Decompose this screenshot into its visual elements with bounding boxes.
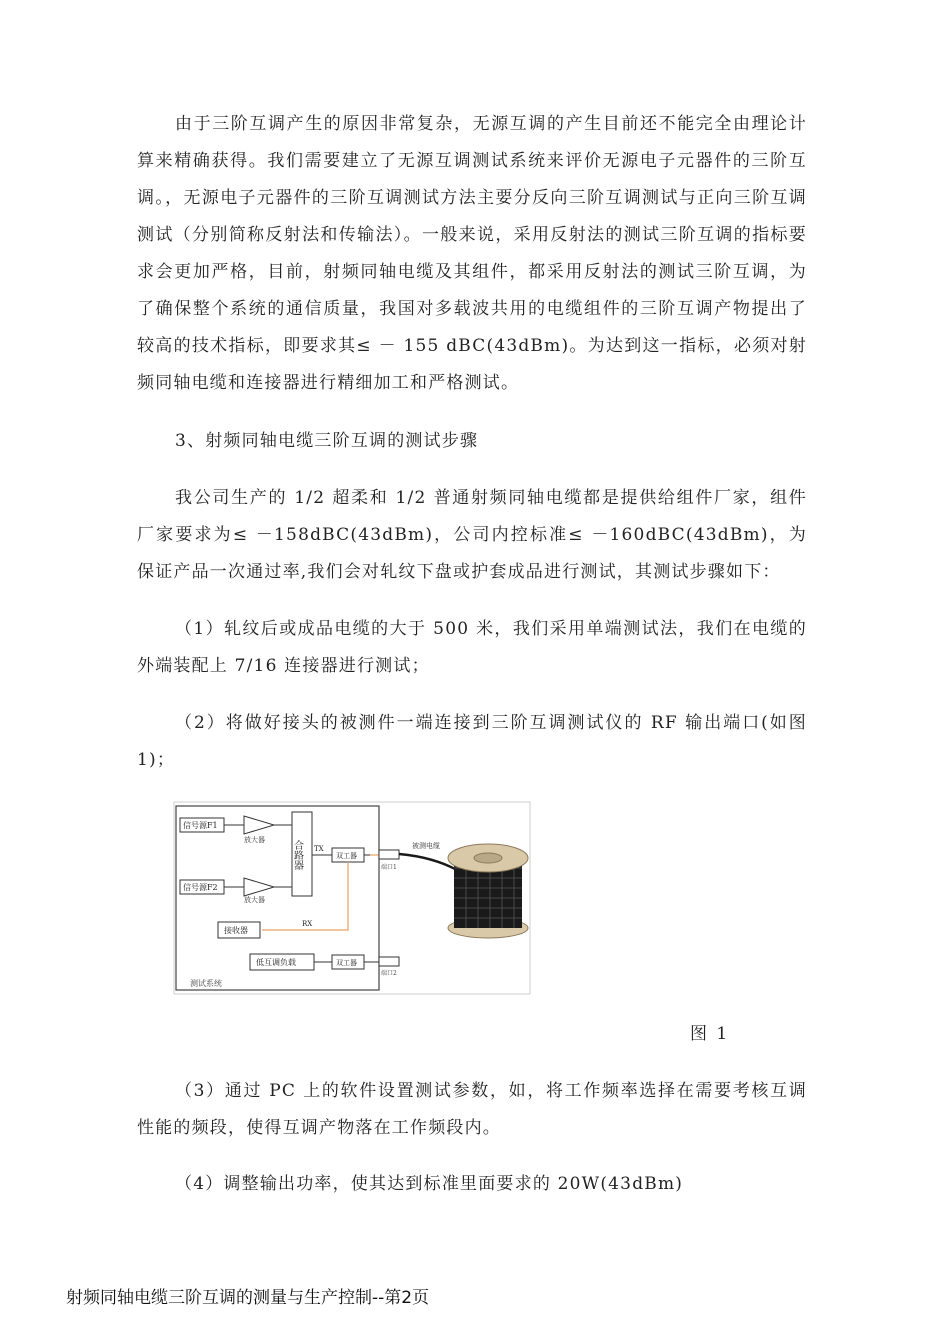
- section-heading: 3、射频同轴电缆三阶互调的测试步骤: [175, 431, 479, 451]
- paragraph-step-4: （4）调整输出功率，使其达到标准里面要求的 20W(43dBm): [175, 1174, 684, 1194]
- paragraph-intro: 由于三阶互调产生的原因非常复杂，无源互调的产生目前还不能完全由理论计算来精确获得。我们需要建立了无源互调测试系统来评价无源电子元器件的三阶互调。，无源电子元器件的三阶互调测试方法主要分反向三阶互调测试与正向三阶互调测试（分别简称反射法和传输法）。一般来说，采用反射法的测试三阶互调的指标要求会更加严格，目前，射频同轴电缆及其组件，都采用反射法的测试三阶互调，为了确保整个系统的通信质量，我国对多载波共用的电缆组件的三阶互调产物提出了较高的技术指标，即要求其≤ － 155 dBC(43dBm)。为达到这一指标，必须对射频同轴电缆和连接器进行精细加工和严格测试。: [137, 114, 807, 393]
- port-1-connector: [379, 850, 399, 859]
- receiver-label: 接收器: [224, 926, 248, 935]
- paragraph-product-spec: 我公司生产的 1/2 超柔和 1/2 普通射频同轴电缆都是提供给组件厂家，组件厂家要求为≤ －158dBC(43dBm)，公司内控标准≤ －160dBC(43dBm)，为保证产品一次通过率,我们会对轧纹下盘或护套成品进行测试，其测试步骤如下：: [137, 488, 807, 582]
- page-footer: 射频同轴电缆三阶互调的测量与生产控制--第2页: [66, 1288, 430, 1308]
- figure-1-caption: 图 1: [690, 1024, 730, 1044]
- paragraph-step-2: （2）将做好接头的被测件一端连接到三阶互调测试仪的 RF 输出端口(如图 1)；: [137, 713, 807, 770]
- signal-source-f1-label: 信号源F1: [183, 821, 218, 830]
- port-2-connector: [379, 957, 399, 966]
- figure-1-test-system-diagram: [172, 800, 532, 996]
- port-2-label: 端口2: [381, 970, 397, 977]
- low-pim-load-label: 低互调负载: [256, 958, 296, 967]
- paragraph-step-3: （3）通过 PC 上的软件设置测试参数，如，将工作频率选择在需要考核互调性能的频段，使得互调产物落在工作频段内。: [137, 1081, 807, 1138]
- amplifier-1-label: 放大器: [244, 836, 265, 844]
- cable-reel-icon: [448, 844, 528, 938]
- tx-label: TX: [314, 845, 324, 853]
- test-system-label: 测试系统: [190, 979, 222, 988]
- amplifier-2-label: 放大器: [244, 896, 265, 904]
- test-system-diagram: [172, 800, 532, 996]
- port-1-label: 端口1: [381, 864, 397, 871]
- rx-label: RX: [302, 920, 313, 928]
- cable-under-test-label: 被测电缆: [412, 842, 440, 850]
- duplexer-2-label: 双工器: [336, 959, 357, 967]
- duplexer-1-label: 双工器: [336, 852, 357, 860]
- signal-source-f2-label: 信号源F2: [183, 883, 218, 892]
- combiner-label: 合路器: [291, 840, 303, 870]
- paragraph-step-1: （1）轧纹后或成品电缆的大于 500 米，我们采用单端测试法，我们在电缆的外端装配上 7/16 连接器进行测试；: [137, 619, 807, 676]
